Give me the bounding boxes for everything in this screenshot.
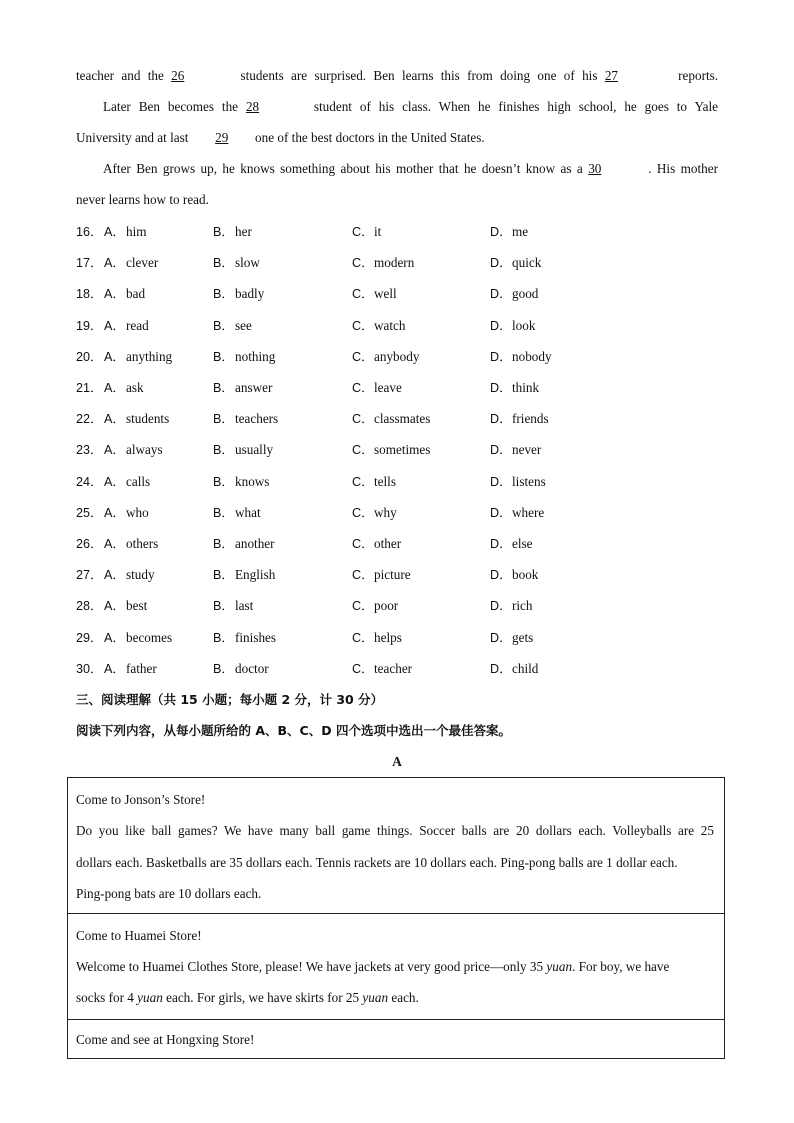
- option-text: father: [126, 660, 157, 676]
- option-b: [213, 628, 276, 648]
- option-d: [490, 503, 544, 523]
- option-letter: B．: [213, 568, 234, 583]
- option-text: think: [512, 380, 540, 395]
- option-b: [213, 534, 275, 554]
- option-d: [490, 253, 541, 273]
- passage-text: After Ben grows up, he knows something about his mother that he doesn’t know as a: [103, 161, 583, 176]
- question-row: [76, 284, 726, 304]
- option-letter: B．: [213, 474, 234, 489]
- option-text: good: [512, 286, 539, 302]
- option-letter: A．: [104, 568, 125, 583]
- option-letter: B．: [213, 443, 234, 458]
- option-text: knows: [235, 473, 270, 489]
- option-c: [352, 659, 412, 679]
- question-number: 29．: [76, 630, 103, 645]
- ad-text-part: each. For girls, we have skirts for 25: [166, 990, 360, 1005]
- question-number: 27．: [76, 568, 103, 583]
- passage-label: A: [392, 754, 402, 769]
- option-text: poor: [374, 598, 399, 614]
- option-text: classmates: [374, 411, 431, 427]
- option-text: helps: [374, 629, 402, 645]
- option-text: clever: [126, 255, 159, 271]
- option-letter: A．: [104, 537, 125, 551]
- option-d: [490, 628, 533, 648]
- option-d: [490, 316, 535, 336]
- option-a: [104, 659, 157, 679]
- option-letter: B．: [213, 630, 234, 645]
- option-b: [213, 347, 275, 367]
- option-letter: C．: [352, 225, 374, 239]
- question-number: 16．: [76, 225, 103, 239]
- passage-text: . His mother: [648, 161, 718, 176]
- option-text: leave: [374, 380, 402, 395]
- option-letter: B．: [213, 381, 234, 395]
- option-text: other: [374, 536, 402, 551]
- option-letter: A．: [104, 505, 125, 520]
- option-letter: D．: [490, 568, 512, 583]
- option-c: [352, 565, 411, 585]
- option-text: see: [235, 317, 252, 333]
- option-letter: A．: [104, 381, 125, 395]
- option-letter: A．: [104, 443, 125, 458]
- option-text: anything: [126, 348, 173, 364]
- passage-text: University and at last: [76, 130, 189, 145]
- ad-jonson-store: [68, 778, 724, 914]
- option-letter: D．: [490, 349, 512, 364]
- ad-text: dollars each. Basketballs are 35 dollars each. Tennis rackets are 10 dollars each. Ping-pong balls are 1 dollar each.: [76, 855, 678, 870]
- option-text: gets: [512, 629, 534, 645]
- option-text: study: [126, 567, 155, 583]
- option-b: [213, 659, 269, 679]
- option-text: nobody: [512, 348, 552, 364]
- option-b: [213, 596, 253, 616]
- question-row: [76, 316, 726, 336]
- option-a: [104, 347, 172, 367]
- option-text: rich: [512, 598, 533, 614]
- ad-title: Come to Huamei Store!: [76, 928, 202, 943]
- currency-word: yuan: [362, 990, 389, 1005]
- option-letter: A．: [104, 661, 125, 676]
- option-c: [352, 503, 397, 523]
- option-text: well: [374, 286, 397, 302]
- option-d: [490, 409, 549, 429]
- question-number: 23．: [76, 443, 103, 458]
- option-c: [352, 222, 381, 242]
- question-row: [76, 596, 726, 616]
- option-letter: D．: [490, 381, 512, 395]
- ad-text: [76, 957, 714, 977]
- option-letter: C．: [352, 599, 374, 614]
- option-text: look: [512, 317, 536, 333]
- option-d: [490, 378, 539, 398]
- option-letter: D．: [490, 287, 512, 302]
- option-letter: A．: [104, 256, 125, 271]
- passage-line-4: [103, 159, 718, 179]
- option-letter: C．: [352, 412, 374, 427]
- option-text: tells: [374, 473, 396, 489]
- option-c: [352, 472, 396, 492]
- passage-text: reports.: [678, 68, 719, 83]
- option-text: friends: [512, 411, 549, 427]
- option-letter: A．: [104, 412, 125, 427]
- ad-hongxing-store: [68, 1020, 724, 1058]
- option-d: [490, 440, 541, 460]
- question-row: [76, 472, 726, 492]
- option-letter: A．: [104, 599, 125, 614]
- ad-huamei-store: [68, 914, 724, 1020]
- question-number: 26．: [76, 537, 103, 551]
- option-text: child: [512, 660, 539, 676]
- question-number: 19．: [76, 318, 103, 333]
- option-text: why: [374, 504, 397, 520]
- passage-line-1: [76, 66, 718, 86]
- question-row: [76, 378, 726, 398]
- option-a: [104, 628, 172, 648]
- option-text: never: [512, 442, 542, 458]
- option-letter: C．: [352, 537, 374, 551]
- option-b: [213, 284, 264, 304]
- option-letter: C．: [352, 661, 374, 676]
- option-a: [104, 472, 150, 492]
- option-letter: D．: [490, 537, 512, 551]
- passage-line-2: [103, 97, 718, 117]
- option-letter: C．: [352, 443, 374, 458]
- option-text: nothing: [235, 348, 276, 364]
- option-b: [213, 409, 278, 429]
- option-text: best: [126, 598, 148, 614]
- option-letter: C．: [352, 505, 374, 520]
- option-a: [104, 316, 149, 336]
- option-d: [490, 284, 538, 304]
- blank-29: 29: [215, 130, 229, 145]
- option-d: [490, 534, 533, 554]
- option-text: it: [374, 224, 382, 239]
- section-title: 三、阅读理解（共 15 小题；每小题 2 分，计 30 分）: [76, 692, 384, 707]
- option-letter: C．: [352, 568, 374, 583]
- option-d: [490, 222, 528, 242]
- option-letter: A．: [104, 318, 125, 333]
- option-text: what: [235, 504, 261, 520]
- option-letter: C．: [352, 318, 374, 333]
- option-a: [104, 253, 158, 273]
- option-text: always: [126, 442, 163, 458]
- option-letter: C．: [352, 630, 374, 645]
- option-letter: D．: [490, 412, 512, 427]
- option-d: [490, 472, 546, 492]
- option-letter: D．: [490, 225, 512, 239]
- ad-text-part: Welcome to Huamei Clothes Store, please! We have jackets at very good price—only 35: [76, 959, 544, 974]
- passage-text: students are surprised. Ben learns this from doing one of his: [240, 68, 598, 83]
- option-text: bad: [126, 286, 146, 302]
- option-letter: A．: [104, 225, 125, 239]
- option-text: answer: [235, 380, 273, 395]
- option-a: [104, 503, 149, 523]
- question-number: 22．: [76, 412, 103, 427]
- ad-title: Come to Jonson’s Store!: [76, 792, 206, 807]
- option-a: [104, 534, 158, 554]
- option-letter: A．: [104, 474, 125, 489]
- question-number: 30．: [76, 661, 103, 676]
- option-text: usually: [235, 442, 274, 458]
- ad-text-part: socks for 4: [76, 990, 134, 1005]
- option-letter: A．: [104, 349, 125, 364]
- option-letter: C．: [352, 287, 374, 302]
- ad-text: Ping-pong bats are 10 dollars each.: [76, 886, 262, 901]
- passage-text: teacher and the: [76, 68, 164, 83]
- ad-text: Do you like ball games? We have many ball game things. Soccer balls are 20 dollars each. Volleyballs are 25: [76, 823, 714, 838]
- option-c: [352, 440, 430, 460]
- question-row: [76, 659, 726, 679]
- blank-27: 27: [604, 68, 618, 83]
- question-row: [76, 440, 726, 460]
- option-text: students: [126, 411, 170, 427]
- option-b: [213, 472, 269, 492]
- option-b: [213, 440, 273, 460]
- option-text: quick: [512, 255, 542, 271]
- option-letter: D．: [490, 599, 512, 614]
- question-number: 28．: [76, 599, 103, 614]
- question-row: [76, 409, 726, 429]
- option-a: [104, 596, 147, 616]
- option-letter: A．: [104, 287, 125, 302]
- option-d: [490, 565, 538, 585]
- option-letter: D．: [490, 505, 512, 520]
- question-row: [76, 253, 726, 273]
- ad-title: Come and see at Hongxing Store!: [76, 1032, 255, 1047]
- question-row: [76, 534, 726, 554]
- question-row: [76, 347, 726, 367]
- option-text: others: [126, 536, 159, 551]
- option-text: English: [235, 567, 276, 583]
- option-letter: B．: [213, 412, 234, 427]
- option-letter: B．: [213, 505, 234, 520]
- option-a: [104, 222, 147, 242]
- option-letter: A．: [104, 630, 125, 645]
- option-text: sometimes: [374, 442, 431, 458]
- option-a: [104, 565, 155, 585]
- question-number: 18．: [76, 287, 103, 302]
- option-text: becomes: [126, 629, 173, 645]
- option-text: modern: [374, 255, 415, 271]
- option-d: [490, 659, 538, 679]
- option-text: teachers: [235, 411, 279, 427]
- option-letter: D．: [490, 443, 512, 458]
- option-d: [490, 596, 533, 616]
- option-c: [352, 378, 402, 398]
- option-text: listens: [512, 473, 546, 489]
- question-row: [76, 565, 726, 585]
- passage-line-3: [76, 128, 718, 148]
- option-letter: B．: [213, 287, 234, 302]
- question-row: [76, 503, 726, 523]
- ads-table: [67, 777, 725, 1059]
- option-c: [352, 347, 419, 367]
- option-b: [213, 378, 272, 398]
- option-c: [352, 409, 430, 429]
- passage-text: one of the best doctors in the United States.: [255, 130, 485, 145]
- option-b: [213, 316, 252, 336]
- option-letter: B．: [213, 256, 234, 271]
- question-number: 25．: [76, 505, 103, 520]
- option-c: [352, 316, 406, 336]
- option-a: [104, 378, 144, 398]
- option-text: him: [126, 224, 147, 239]
- passage-line-5: never learns how to read.: [76, 192, 209, 207]
- option-text: else: [512, 536, 533, 551]
- option-c: [352, 253, 414, 273]
- option-text: read: [126, 317, 149, 333]
- option-letter: D．: [490, 256, 512, 271]
- option-text: teacher: [374, 660, 413, 676]
- question-number: 24．: [76, 474, 103, 489]
- option-letter: C．: [352, 381, 374, 395]
- option-text: finishes: [235, 629, 277, 645]
- option-letter: B．: [213, 537, 234, 551]
- option-text: badly: [235, 286, 265, 302]
- option-d: [490, 347, 552, 367]
- ad-text: [76, 988, 714, 1008]
- question-number: 20．: [76, 349, 103, 364]
- option-letter: B．: [213, 661, 234, 676]
- ad-text-part: . For boy, we have: [572, 959, 670, 974]
- question-number: 21．: [76, 381, 103, 395]
- option-text: slow: [235, 255, 260, 271]
- option-text: her: [235, 224, 252, 239]
- option-letter: D．: [490, 318, 512, 333]
- option-b: [213, 222, 252, 242]
- option-text: who: [126, 504, 149, 520]
- option-c: [352, 628, 402, 648]
- option-b: [213, 253, 260, 273]
- section-instruction: 阅读下列内容，从每小题所给的 A、B、C、D 四个选项中选出一个最佳答案。: [76, 723, 511, 738]
- option-text: calls: [126, 473, 151, 489]
- option-text: ask: [126, 380, 144, 395]
- option-a: [104, 440, 163, 460]
- option-a: [104, 284, 145, 304]
- passage-text: student of his class. When he finishes high school, he goes to Yale: [313, 99, 719, 114]
- option-text: where: [512, 504, 545, 520]
- option-letter: C．: [352, 474, 374, 489]
- option-text: me: [512, 224, 529, 239]
- option-c: [352, 596, 398, 616]
- option-letter: C．: [352, 349, 374, 364]
- question-row: [76, 628, 726, 648]
- option-text: picture: [374, 567, 411, 583]
- option-c: [352, 284, 397, 304]
- option-letter: C．: [352, 256, 374, 271]
- option-b: [213, 503, 261, 523]
- option-text: doctor: [235, 660, 269, 676]
- blank-30: 30: [588, 161, 602, 176]
- currency-word: yuan: [137, 990, 163, 1005]
- option-letter: D．: [490, 474, 512, 489]
- option-text: book: [512, 567, 539, 583]
- option-letter: D．: [490, 661, 512, 676]
- option-letter: B．: [213, 318, 234, 333]
- option-letter: B．: [213, 349, 234, 364]
- passage-text: Later Ben becomes the: [103, 99, 239, 114]
- option-text: watch: [374, 317, 406, 333]
- option-a: [104, 409, 169, 429]
- option-letter: B．: [213, 599, 234, 614]
- option-c: [352, 534, 401, 554]
- option-letter: B．: [213, 225, 234, 239]
- question-row: [76, 222, 726, 242]
- question-number: 17．: [76, 256, 103, 271]
- option-letter: D．: [490, 630, 512, 645]
- option-text: another: [235, 536, 275, 551]
- blank-28: 28: [245, 99, 260, 114]
- option-text: last: [235, 598, 254, 614]
- blank-26: 26: [171, 68, 185, 83]
- ad-text-part: each.: [391, 990, 419, 1005]
- option-b: [213, 565, 275, 585]
- currency-word: yuan: [546, 959, 573, 974]
- option-text: anybody: [374, 348, 420, 364]
